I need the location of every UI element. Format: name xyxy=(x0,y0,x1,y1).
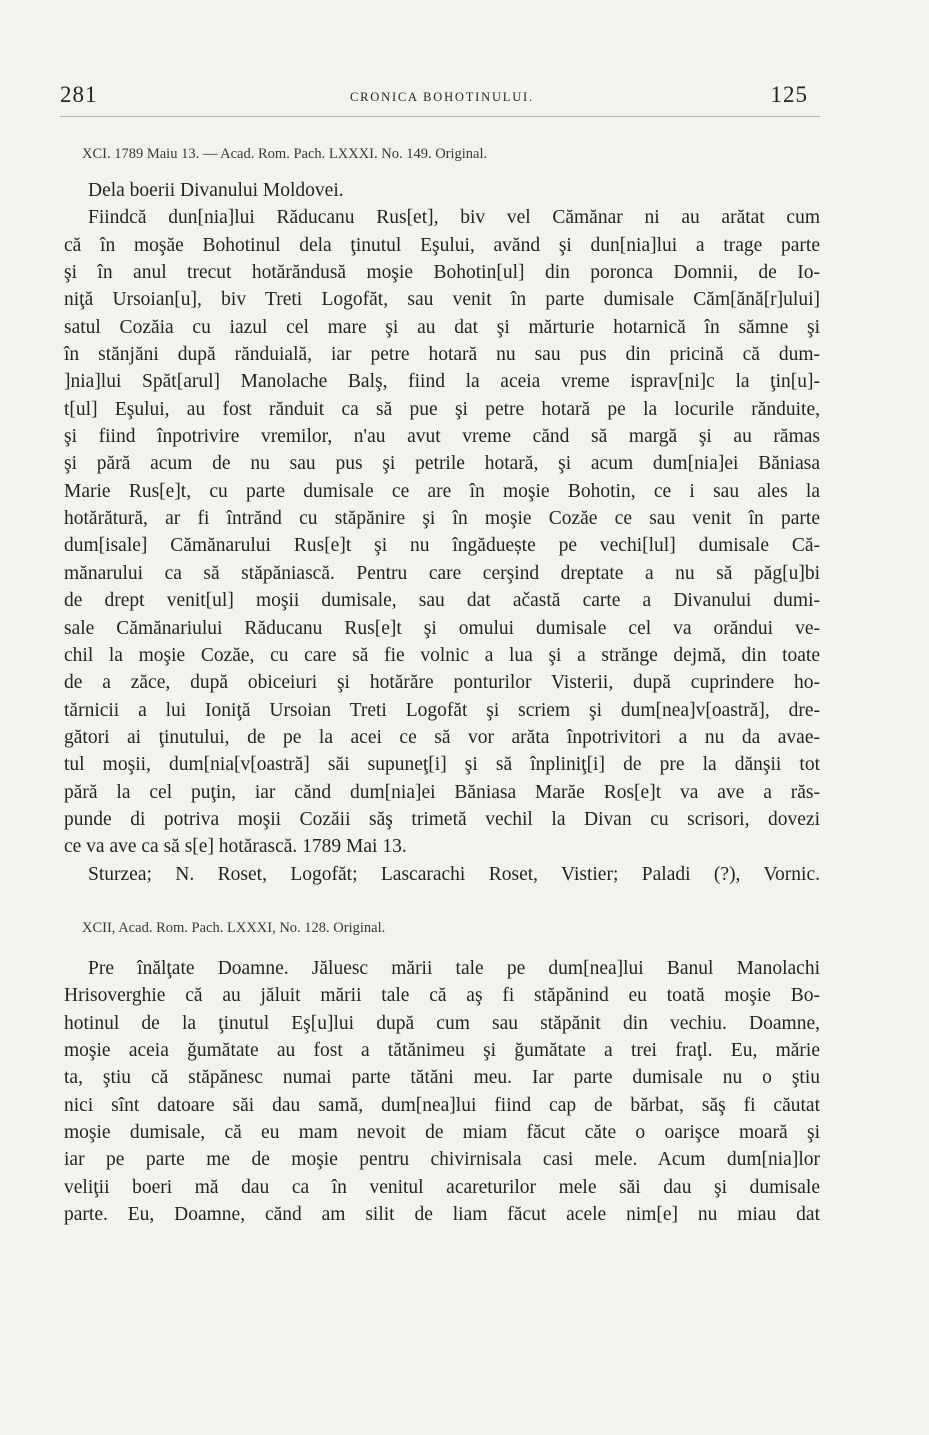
document-2-line: hotinul de la ţinutul Eş[u]lui după cum sau stăpănit din vechiu. Doamne, xyxy=(64,1012,820,1034)
document-1-line: şi fiind înpotrivire vremilor, n'au avut vreme cănd să margă şi au rămas xyxy=(64,426,820,448)
document-2-heading: XCII, Acad. Rom. Pach. LXXXI, No. 128. Original. xyxy=(82,920,386,936)
document-1-line: chil la moşie Cozăe, cu care să fie volnic a lua şi a străngе dejmă, din toate xyxy=(64,644,820,666)
document-1-line: tul moşii, dum[nia[v[oastră] săi supuneţ[i] şi să înpliniţ[i] de pre la dănşii tot xyxy=(64,754,820,776)
document-2-line: moşie dumisale, că eu mam nevoit de miam făcut căte o oarişce moară şi xyxy=(64,1122,820,1144)
document-1-line: şi pără acum de nu sau pus şi petrile hotară, şi acum dum[nia]ei Băniasa xyxy=(64,453,820,475)
document-1-line: că în moşăe Bohotinul dela ţinutul Eşului, avănd şi dun[nia]lui a trage parte xyxy=(64,234,820,256)
book-page xyxy=(60,0,820,1435)
document-1-line: de drept venit[ul] moşii dumisale, sau dat ačastă carte a Divanului dumi- xyxy=(64,590,820,612)
document-1-line: niţă Ursoian[u], biv Treti Logofăt, sau venit în parte dumisale Căm[ănă[r]ului] xyxy=(64,289,820,311)
header-rule xyxy=(60,116,820,117)
document-2-line: Pre înălţate Doamne. Jăluesc mării tale pe dum[nea]lui Banul Manolachi xyxy=(88,958,820,979)
document-1-line: hotărătură, ar fi întrănd cu stăpănire şi în moşie Cozăe ce sau venit în parte xyxy=(64,508,820,530)
document-2-line: parte. Eu, Doamne, cănd am silit de liam făcut acele nim[e] nu miau dat xyxy=(64,1204,820,1226)
document-2-line: ta, ştiu că stăpănesc numai parte tătăni meu. Iar parte dumisale nu o ştiu xyxy=(64,1067,820,1089)
document-1-heading: XCI. 1789 Maiu 13. — Acad. Rom. Pach. LXXXI. No. 149. Original. xyxy=(82,146,488,162)
page-header xyxy=(60,82,820,112)
document-1-line: ce va ave ca să s[e] hotărască. 1789 Mai 13. xyxy=(64,836,407,858)
document-1-line: sale Cămănariului Răducanu Rus[e]t şi omului dumisale cel va orăndui ve- xyxy=(64,617,820,639)
document-2-line: veliţii boeri mă dau ca în venitul acareturilor mele săi dau şi dumisale xyxy=(64,1176,820,1198)
page-number-left: 281 xyxy=(60,82,98,107)
document-1-line: tărnicii a lui Ioniţă Ursoian Treti Logofăt şi scriem şi dum[nea]v[oastră], dre- xyxy=(64,699,820,721)
running-title: CRONICA BOHOTINULUI. xyxy=(350,90,534,104)
document-1-line: Dela boerii Divanului Moldovei. xyxy=(88,180,344,201)
document-1-line: pără la cel puţin, iar cănd dum[nia]ei Băniasa Marăe Ros[e]t va ave a răs- xyxy=(64,781,820,803)
document-2-body xyxy=(64,955,820,1228)
document-2-line: iar pe parte me de moşie pentru chivirnisala casi mele. Acum dum[nia]lor xyxy=(64,1149,820,1171)
document-1-line: t[ul] Eşului, au fost rănduit ca să pue şi petre hotară pe la locurile rănduite, xyxy=(64,398,820,420)
document-1-line: Fiindcă dun[nia]lui Răducanu Rus[et], biv vel Cămănar ni au arătat cum xyxy=(88,207,820,229)
document-1-line: ]nia]lui Spăt[arul] Manolache Balş, fiind la aceia vreme isprav[ni]c la ţin[u]- xyxy=(64,371,820,393)
document-1-signatures: Sturzea; N. Roset, Logofăt; Lascarachi Roset, Vistier; Paladi (?), Vornic. xyxy=(88,863,820,885)
document-1-line: satul Cozăia cu iazul cel mare şi au dat şi mărturie hotarnică în sămne şi xyxy=(64,316,820,338)
document-1-body xyxy=(64,177,820,888)
document-2-line: nici sînt datoare săi dau samă, dum[nea]lui fiind cap de bărbat, săş fi căutat xyxy=(64,1094,820,1116)
document-2-line: moşie aceia ğumătate au fost a tătănimeu şi ğumătate a trei fraţl. Eu, mărie xyxy=(64,1040,820,1062)
document-1-line: şi în anul trecut hotărăndusă moşie Bohotin[ul] din poronca Domnii, de Io- xyxy=(64,262,820,284)
document-2-line: Hrisoverghie că au jăluit mării tale că aş fi stăpănind eu toată moşie Bo- xyxy=(64,985,820,1007)
document-1-line: mănarului ca să stăpăniască. Pentru care cerşind dreptate a nu să păg[u]bi xyxy=(64,562,820,584)
document-1-line: Marie Rus[e]t, cu parte dumisale ce are în moşie Bohotin, ce i sau ales la xyxy=(64,480,820,502)
page-number-right: 125 xyxy=(770,82,808,107)
document-1-line: de a zăce, după obiceiuri şi hotărăre ponturilor Visterii, după cuprindere ho- xyxy=(64,672,820,694)
document-1-line: în stănjăni după rănduială, iar petre hotară nu sau pus din pricină că dum- xyxy=(64,344,820,366)
document-1-line: punde di potriva moşii Cozăii săş trimetă vechil la Divan cu scrisori, dovezi xyxy=(64,808,820,830)
document-1-line: gători ai ţinutului, de pe la acei ce să vor arăta înpotrivitori a nu da avae- xyxy=(64,726,820,748)
document-1-line: dum[isale] Cămănarului Rus[e]t şi nu îngăduește pe vechi[lul] dumisale Că- xyxy=(64,535,820,557)
